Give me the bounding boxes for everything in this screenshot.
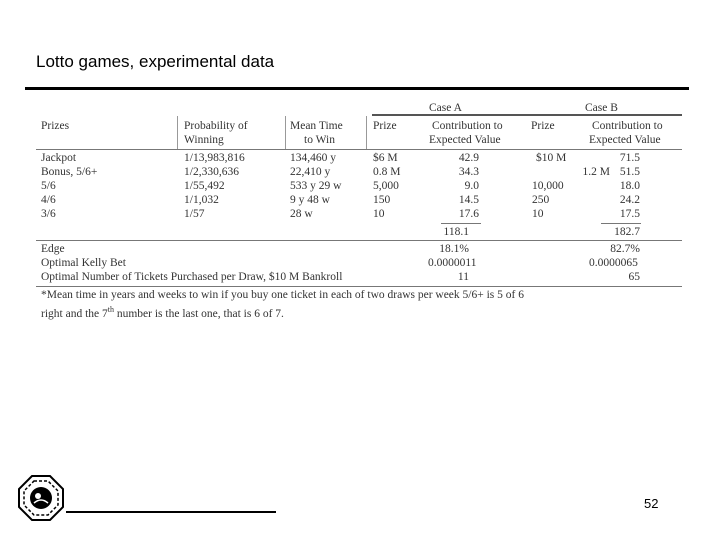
row-prize-a: 5,000 [373,180,399,192]
octagon-logo-icon [18,475,64,521]
row-prize: Bonus, 5/6+ [41,166,98,178]
column-rule-probability [285,116,286,149]
row-mean-time: 134,460 y [290,152,336,164]
row-probability: 1/57 [184,208,205,220]
tickets-label: Optimal Number of Tickets Purchased per Draw, $10 M Bankroll [41,271,343,283]
row-contribution-b: 71.5 [619,152,640,164]
summary-bottom-rule [36,286,682,287]
row-prize: 3/6 [41,208,56,220]
edge-value-a: 18.1% [439,243,469,255]
row-prize: Jackpot [41,152,77,164]
title-divider [25,87,689,90]
row-contribution-b: 18.0 [619,180,640,192]
lotto-data-table [36,98,682,330]
footnote-line-2: right and the 7th number is the last one, that is 6 of 7. [41,305,284,320]
header-probability: Probability of [184,120,248,132]
header-contribution-a: Contribution to [432,120,503,132]
row-contribution-b: 24.2 [619,194,640,206]
header-prizes: Prizes [41,120,70,132]
row-contribution-a: 9.0 [464,180,479,192]
row-prize: 4/6 [41,194,56,206]
row-contribution-a: 14.5 [458,194,479,206]
header-mean-time: Mean Time [290,120,343,132]
row-prize: 5/6 [41,180,56,192]
row-prize-b: 250 [532,194,550,206]
footnote-line-1: *Mean time in years and weeks to win if you buy one ticket in each of two draws per week 5/6+ is 5 of 6 [41,289,524,301]
subtotal-rule-a [441,223,481,224]
row-prize-b: 10,000 [532,180,564,192]
row-prize-b: 10 [532,208,544,220]
tickets-value-a: 11 [457,271,469,283]
row-probability: 1/13,983,816 [184,152,245,164]
row-probability: 1/2,330,636 [184,166,239,178]
edge-value-b: 82.7% [610,243,640,255]
header-bottom-rule [36,149,682,150]
row-prize-b: $10 M [536,152,567,164]
header-probability-line2: Winning [184,134,224,146]
footer-divider [66,511,276,513]
row-prize-b: 1.2 M [582,166,610,178]
row-mean-time: 28 w [290,208,313,220]
case-a-header: Case A [429,102,462,114]
header-prize-b: Prize [531,120,555,132]
row-contribution-a: 34.3 [458,166,479,178]
row-probability: 1/55,492 [184,180,225,192]
total-contribution-b: 182.7 [614,226,640,238]
total-contribution-a: 118.1 [443,226,469,238]
header-contribution-a-line2: Expected Value [429,134,501,146]
slide-title: Lotto games, experimental data [36,52,275,71]
page-number: 52 [644,496,659,511]
edge-label: Edge [41,243,65,255]
row-contribution-b: 17.5 [619,208,640,220]
row-prize-a: 150 [373,194,391,206]
row-probability: 1/1,032 [184,194,219,206]
totals-bottom-rule [36,240,682,241]
row-mean-time: 533 y 29 w [290,180,342,192]
row-mean-time: 22,410 y [290,166,331,178]
header-prize-a: Prize [373,120,397,132]
kelly-value-b: 0.0000065 [589,257,638,269]
column-rule-mean-time [366,116,367,149]
tickets-value-b: 65 [628,271,640,283]
kelly-label: Optimal Kelly Bet [41,257,126,269]
row-prize-a: $6 M [373,152,398,164]
subtotal-rule-b [601,223,641,224]
kelly-value-a: 0.0000011 [428,257,477,269]
row-contribution-a: 42.9 [458,152,479,164]
header-mean-time-line2: to Win [304,134,335,146]
row-contribution-b: 51.5 [619,166,640,178]
row-prize-a: 0.8 M [373,166,401,178]
case-b-header: Case B [585,102,618,114]
row-mean-time: 9 y 48 w [290,194,330,206]
row-prize-a: 10 [373,208,385,220]
row-contribution-a: 17.6 [458,208,479,220]
column-rule-prizes [177,116,178,149]
header-contribution-b: Contribution to [592,120,663,132]
header-contribution-b-line2: Expected Value [589,134,661,146]
case-header-rule [372,114,682,116]
